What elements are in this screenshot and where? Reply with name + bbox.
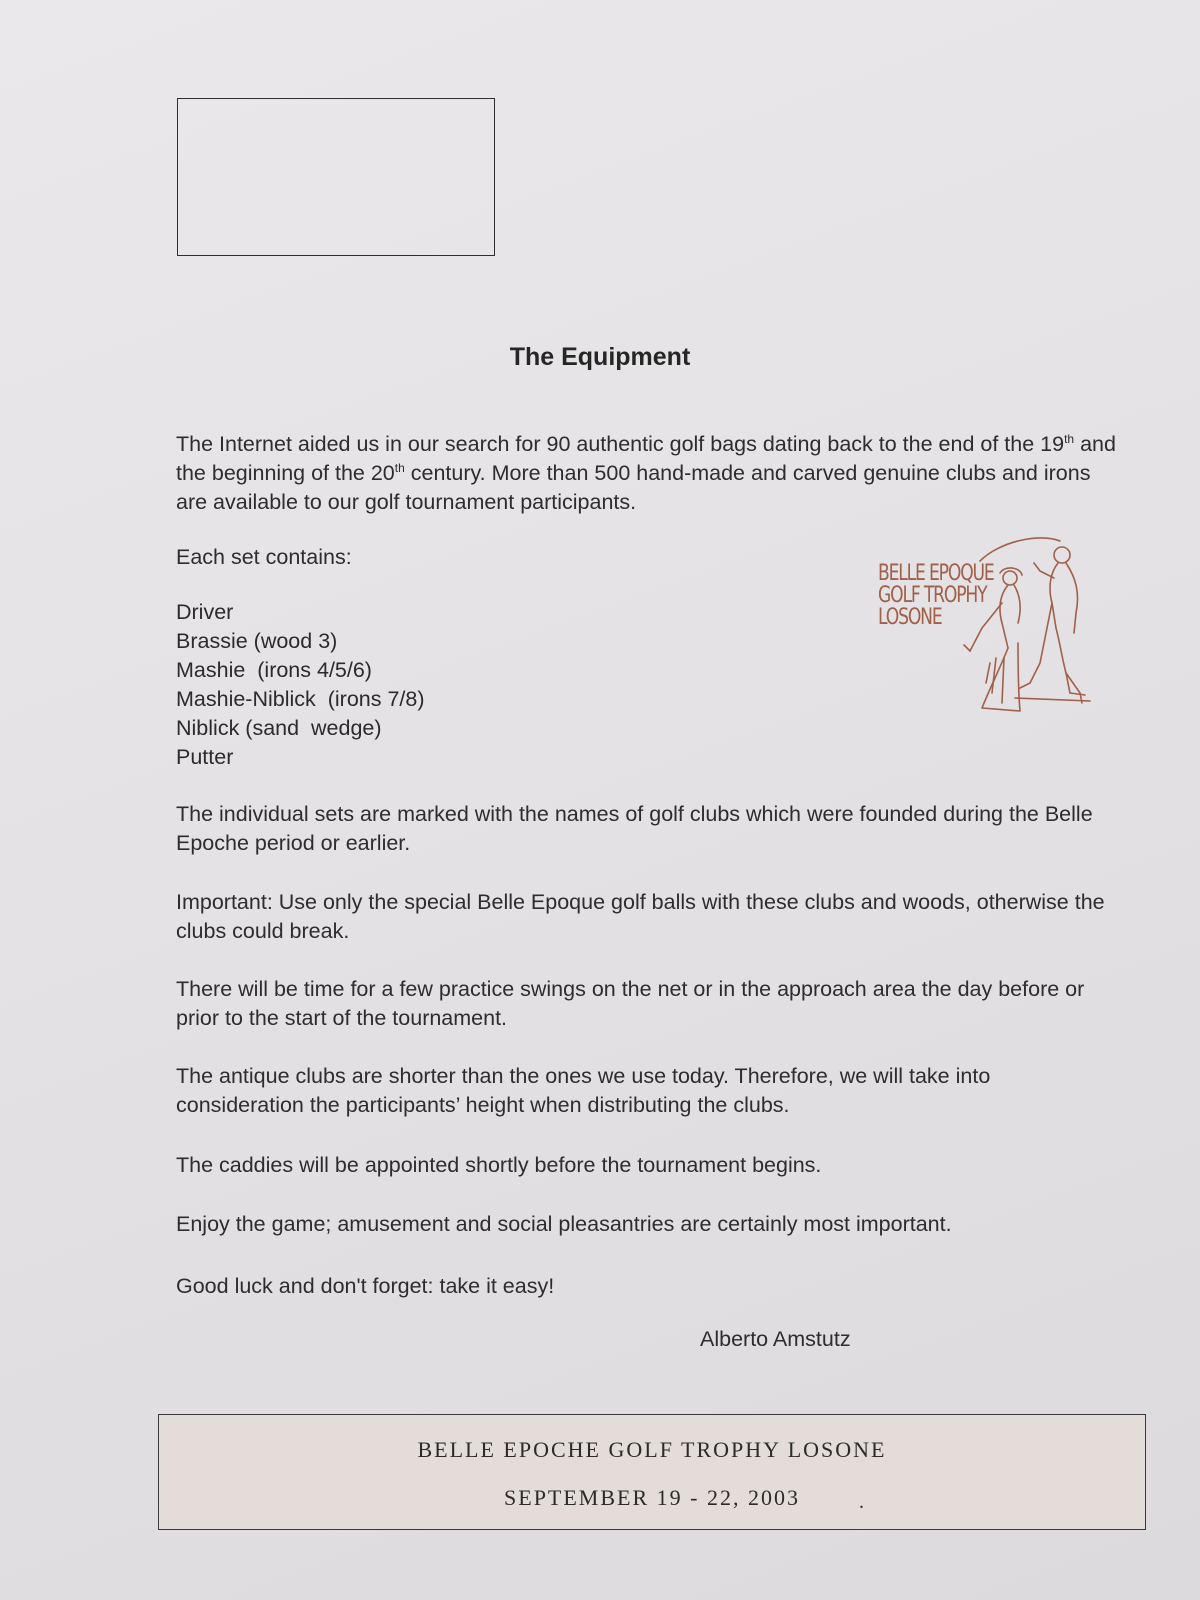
list-item: Mashie-Niblick (irons 7/8): [176, 687, 425, 711]
footer-banner: [158, 1414, 1146, 1530]
paragraph: The individual sets are marked with the names of golf clubs which were founded during the Belle Epoche period or earlier.: [176, 802, 1093, 855]
footer-mark: .: [859, 1491, 866, 1513]
list-item: Mashie (irons 4/5/6): [176, 658, 372, 682]
intro-paragraph: The Internet aided us in our search for 90 authentic golf bags dating back to the end of the 19th and the beginning of the 20th century. More than 500 hand-made and carved genuine clubs and irons are available to our golf tournament participants.: [176, 431, 1116, 514]
paragraph: Good luck and don't forget: take it easy!: [176, 1274, 555, 1298]
footer-event-name: BELLE EPOCHE GOLF TROPHY LOSONE: [417, 1437, 887, 1462]
signature: Alberto Amstutz: [700, 1327, 851, 1351]
empty-address-box: [177, 98, 495, 256]
list-item: Driver: [176, 600, 234, 624]
paragraph: There will be time for a few practice swings on the net or in the approach area the day before or prior to the start of the tournament.: [176, 977, 1085, 1030]
paragraph: The antique clubs are shorter than the ones we use today. Therefore, we will take into consideration the participants’ height when distributing the clubs.: [176, 1064, 991, 1117]
page-title: The Equipment: [509, 343, 691, 371]
logo-lettering: BELLE EPOQUE GOLF TROPHY LOSONE: [878, 561, 994, 630]
list-item: Putter: [176, 745, 234, 769]
paragraph: The caddies will be appointed shortly before the tournament begins.: [176, 1153, 822, 1177]
footer-event-dates: SEPTEMBER 19 - 22, 2003: [504, 1485, 800, 1510]
list-item: Brassie (wood 3): [176, 629, 338, 653]
paragraph: Enjoy the game; amusement and social pleasantries are certainly most important.: [176, 1212, 952, 1236]
list-item: Niblick (sand wedge): [176, 716, 382, 740]
club-list: [176, 598, 425, 772]
set-heading: Each set contains:: [176, 545, 352, 569]
paragraph: Important: Use only the special Belle Epoque golf balls with these clubs and woods, otherwise the clubs could break.: [176, 890, 1105, 943]
